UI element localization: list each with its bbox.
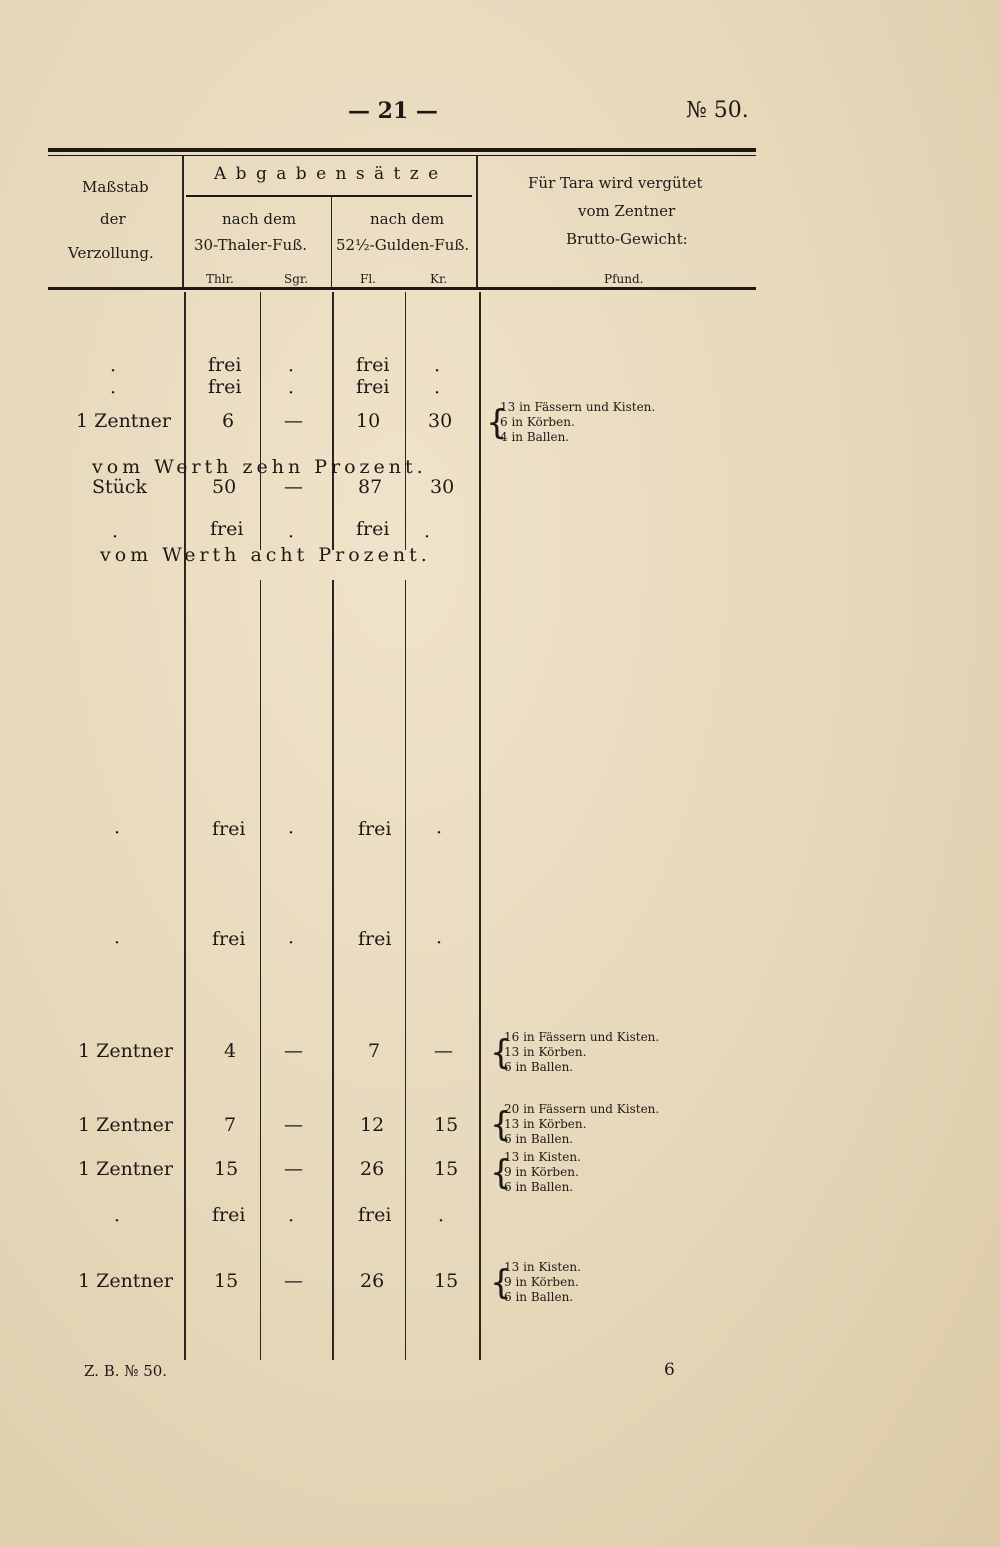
unit-fl: Fl. [360,272,376,286]
tara-note [490,1150,581,1195]
row-thlr: 50 [212,476,237,498]
body-divider-2 [260,292,261,550]
header-col2a-line2: 30-Thaler-Fuß. [194,236,307,254]
unit-thlr: Thlr. [206,272,234,286]
spanning-row: vom Werth zehn Prozent. [92,456,427,478]
body-divider-4b [405,580,406,1360]
tara-line: 13 in Fässern und Kisten. [500,400,656,414]
row-kr: · [436,822,443,844]
body-divider-5 [479,292,481,1360]
footer-signature: Z. B. № 50. [84,1362,168,1380]
row-unit: 1 Zentner [78,1158,174,1180]
row-unit: 1 Zentner [78,1114,174,1136]
tara-line: 9 in Körben. [504,1165,579,1179]
header-col2b-line2: 52½-Gulden-Fuß. [336,236,470,254]
row-unit: · [110,360,117,382]
tara-line: 20 in Fässern und Kisten. [504,1102,660,1116]
brace-icon: { [486,403,508,443]
row-sgr: · [288,360,295,382]
row-fl: frei [358,1204,392,1226]
row-thlr: 15 [214,1158,239,1180]
tara-note [490,1260,581,1305]
body-divider-4 [405,292,406,550]
row-fl: frei [358,818,392,840]
row-thlr: frei [212,928,246,950]
header-col3-line3: Brutto-Gewicht: [566,230,688,248]
top-rule-thin [48,155,756,156]
header-col2-title: A b g a b e n s ä t z e [214,164,441,184]
row-unit: · [114,932,121,954]
tara-note [490,1030,659,1075]
row-kr: · [438,1210,445,1232]
tara-line: 6 in Körben. [500,415,575,429]
tara-line: 9 in Körben. [504,1275,579,1289]
row-fl: 12 [360,1114,385,1136]
row-sgr: — [284,410,303,432]
unit-kr: Kr. [430,272,448,286]
tara-line: 4 in Ballen. [500,430,570,444]
tara-line: 6 in Ballen. [504,1060,574,1074]
row-kr: · [436,932,443,954]
tara-line: 6 in Ballen. [504,1290,574,1304]
footer-sheet-number: 6 [664,1360,675,1380]
tara-line: 6 in Ballen. [504,1180,574,1194]
row-sgr: · [288,382,295,404]
row-unit: 1 Zentner [78,1040,174,1062]
row-thlr: 7 [224,1114,237,1136]
row-fl: 26 [360,1270,385,1292]
row-unit: · [110,382,117,404]
row-sgr: · [288,1210,295,1232]
brace-icon: { [490,1153,512,1193]
row-fl: 87 [358,476,383,498]
header-col2b-line1: nach dem [370,210,445,228]
spanning-row: vom Werth acht Prozent. [100,544,431,566]
header-col3-line2: vom Zentner [578,202,676,220]
header-col1-line2: der [100,210,126,228]
row-kr: 30 [430,476,455,498]
row-fl: frei [356,354,390,376]
row-kr: — [434,1040,453,1062]
tara-line: 13 in Kisten. [504,1150,581,1164]
body-divider-1 [184,292,186,1360]
row-kr: 15 [434,1158,459,1180]
row-kr: · [424,526,431,548]
row-sgr: — [284,1114,303,1136]
brace-icon: { [490,1263,512,1303]
row-thlr: frei [208,354,242,376]
header-divider-1 [182,156,184,288]
header-divider-3 [476,156,478,288]
row-kr: 15 [434,1270,459,1292]
header-col2a-line1: nach dem [222,210,297,228]
header-divider-2 [331,197,332,288]
row-fl: 10 [356,410,381,432]
page-number: — 21 — [348,98,438,124]
row-sgr: — [284,1270,303,1292]
row-sgr: · [288,526,295,548]
tara-line: 6 in Ballen. [504,1132,574,1146]
row-sgr: — [284,1040,303,1062]
header-col1-line1: Maßstab [82,178,149,196]
tara-line: 16 in Fässern und Kisten. [504,1030,660,1044]
row-sgr: · [288,932,295,954]
body-divider-2b [260,580,261,1360]
row-thlr: frei [212,1204,246,1226]
row-kr: 15 [434,1114,459,1136]
row-fl: 7 [368,1040,381,1062]
row-sgr: — [284,476,303,498]
tara-note [490,1102,659,1147]
row-thlr: frei [212,818,246,840]
row-thlr: frei [210,518,244,540]
row-thlr: 15 [214,1270,239,1292]
tara-line: 13 in Körben. [504,1045,587,1059]
row-unit: · [112,526,119,548]
row-unit: Stück [92,476,148,498]
row-unit: · [114,1210,121,1232]
tara-line: 13 in Kisten. [504,1260,581,1274]
row-fl: 26 [360,1158,385,1180]
brace-icon: { [490,1033,512,1073]
unit-pfund: Pfund. [604,272,644,286]
row-thlr: 6 [222,410,235,432]
header-col3-line1: Für Tara wird vergütet [528,174,703,192]
row-fl: frei [356,518,390,540]
body-divider-3b [332,580,334,1360]
row-thlr: 4 [224,1040,237,1062]
row-kr: · [434,382,441,404]
brace-icon: { [490,1105,512,1145]
header-col2-rule [186,195,472,197]
row-sgr: · [288,822,295,844]
unit-sgr: Sgr. [284,272,309,286]
tara-line: 13 in Körben. [504,1117,587,1131]
row-thlr: frei [208,376,242,398]
issue-number: № 50. [686,98,749,123]
row-fl: frei [358,928,392,950]
row-fl: frei [356,376,390,398]
row-kr: 30 [428,410,453,432]
tara-note [486,400,655,445]
top-rule [48,148,756,152]
header-col1-line3: Verzollung. [68,244,154,262]
row-kr: · [434,360,441,382]
header-bottom-rule [48,287,756,290]
row-unit: · [114,822,121,844]
row-sgr: — [284,1158,303,1180]
row-unit: 1 Zentner [78,1270,174,1292]
row-unit: 1 Zentner [76,410,172,432]
body-divider-3 [332,292,334,550]
